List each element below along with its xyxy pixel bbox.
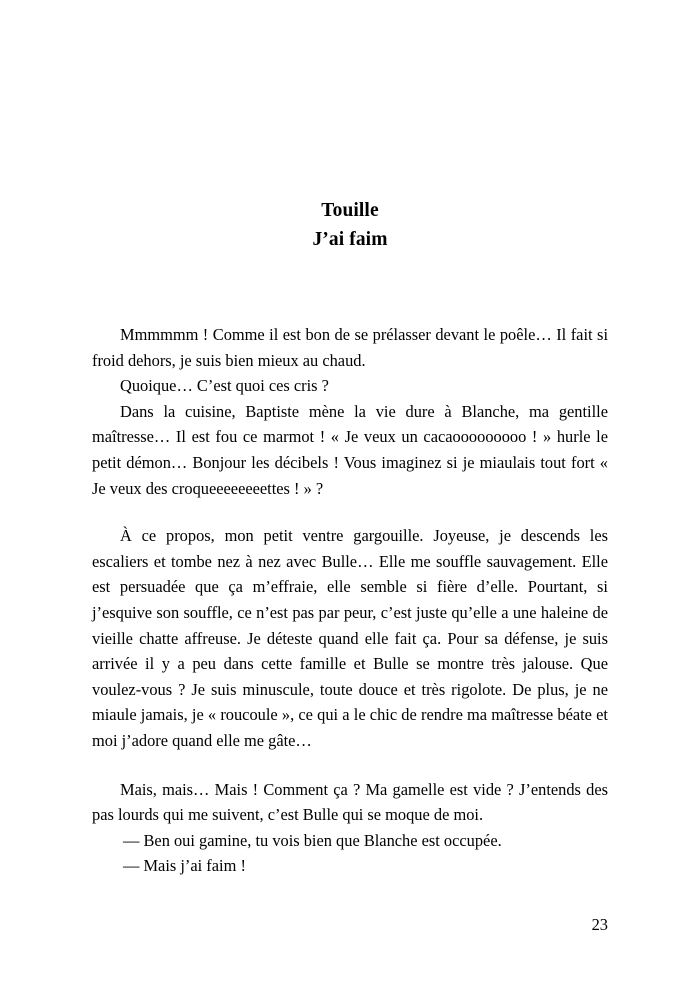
paragraph: Quoique… C’est quoi ces cris ? <box>120 376 329 396</box>
chapter-heading <box>92 196 608 254</box>
page-number: 23 <box>591 915 608 934</box>
paragraph-spacer <box>92 501 608 523</box>
paragraph: Dans la cuisine, Baptiste mène la vie dure à Blanche, ma gentille maîtresse… Il est fou ce marmot ! « Je veux un cacaooooooooo ! » hurle le petit démon… Bonjour les décibels ! Vous imaginez si je miaulais tout fort « Je veux des croqueeeeeeeettes ! » ? <box>92 401 608 498</box>
dialogue-line: — Ben oui gamine, tu vois bien que Blanche est occupée. <box>123 830 502 850</box>
paragraph: Mmmmmm ! Comme il est bon de se prélasser devant le poêle… Il fait si froid dehors, je suis bien mieux au chaud. <box>92 325 608 370</box>
paragraph: Mais, mais… Mais ! Comment ça ? Ma gamelle est vide ? J’entends des pas lourds qui me suivent, c’est Bulle qui se moque de moi. <box>92 779 608 825</box>
chapter-title-line-2: J’ai faim <box>312 229 388 250</box>
dialogue-line: — Mais j’ai faim ! <box>123 856 246 876</box>
chapter-title-line-1: Touille <box>321 200 379 221</box>
paragraph-spacer <box>92 754 608 777</box>
body-text-block <box>92 322 608 879</box>
paragraph: À ce propos, mon petit ventre gargouille. Joyeuse, je descends les escaliers et tombe nez à nez avec Bulle… Elle me souffle sauvagement. Elle est persuadée que ça m’effraie, elle semble si fière d’elle. Pourtant, si j’esquive son souffle, ce n’est pas par peur, c’est juste qu’elle a une haleine de vieille chatte affreuse. Je déteste quand elle fait ça. Pour sa défense, je suis arrivée il y a peu dans cette famille et Bulle se montre très jalouse. Que voulez-vous ? Je suis minuscule, toute douce et très rigolote. De plus, je ne miaule jamais, je « roucoule », ce qui a le chic de rendre ma maîtresse béate et moi j’adore quand elle me gâte… <box>92 526 608 750</box>
